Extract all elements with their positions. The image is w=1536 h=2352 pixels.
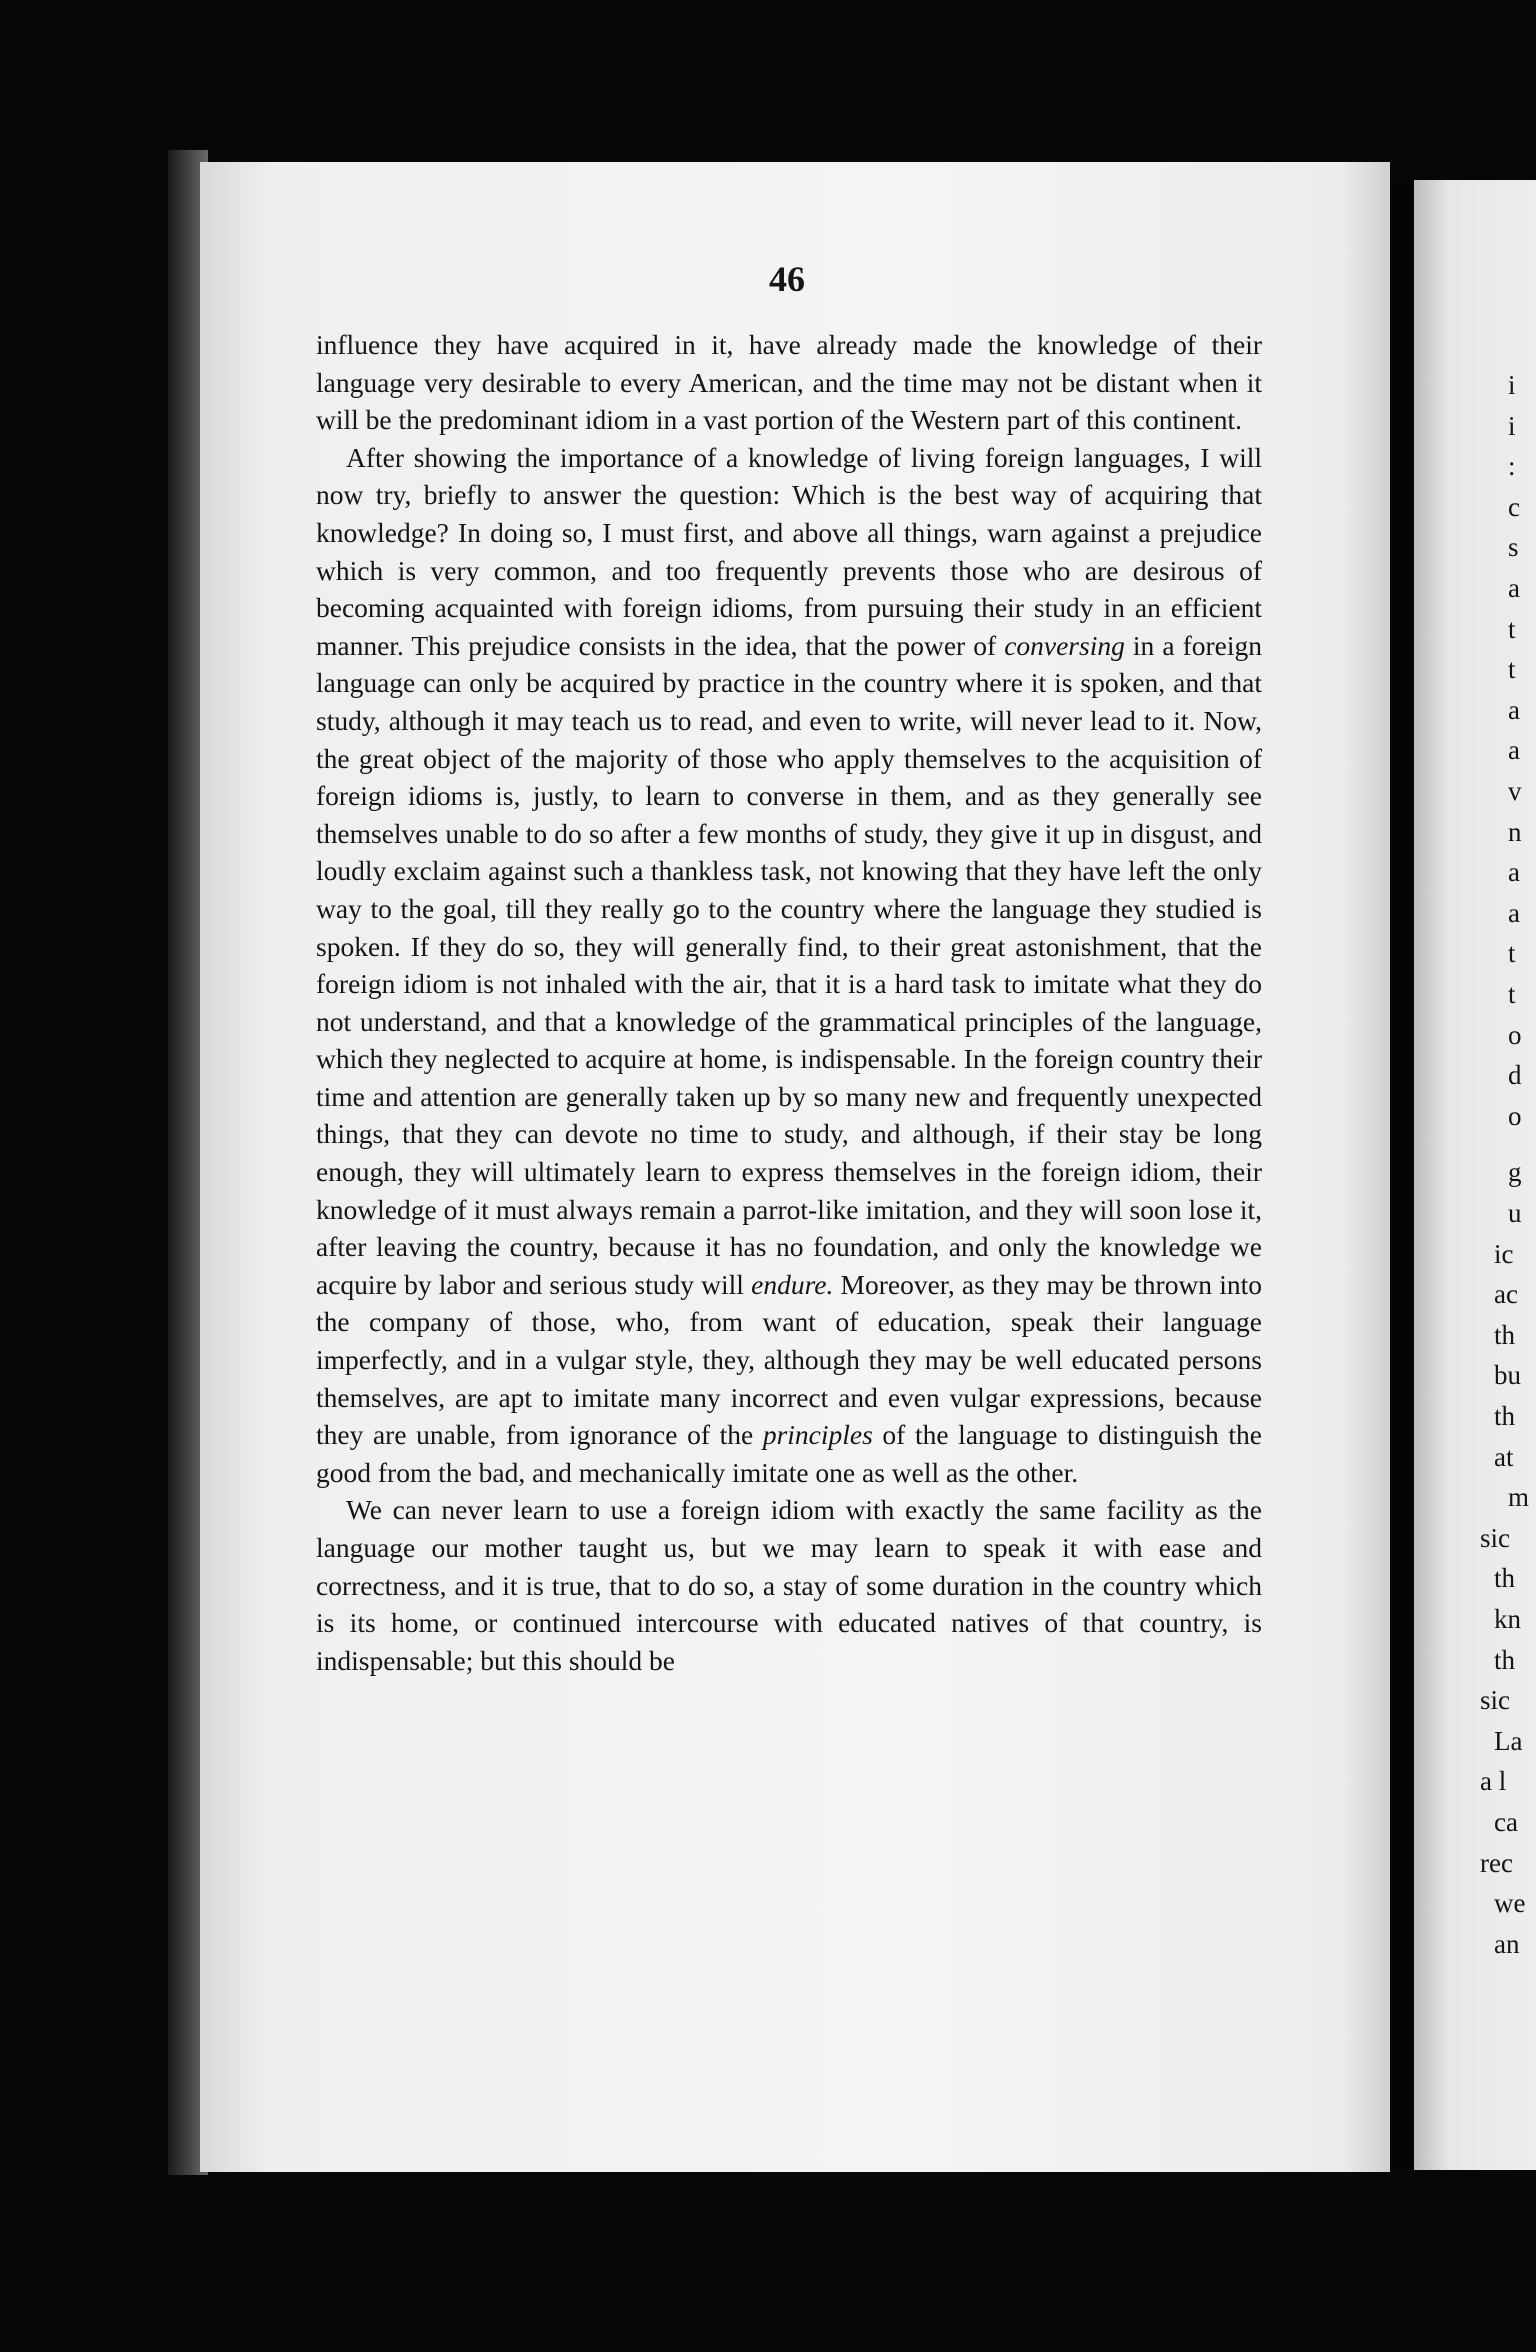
paragraph-2 [316, 439, 1262, 1492]
paragraph-2-text-b: in a foreign language can only be acquired by practice in the country where it is spoken, and that study, although it may teach us to read, and even to write, will never lead to it. Now, the great object of the majority of those who apply themselves to the acquisition of foreign idioms is, justly, to learn to converse in them, and as they generally see themselves unable to do so after a few months of study, they give it up in disgust, and loudly exclaim against such a thankless task, not knowing that they have left the only way to the goal, till they really go to the country where the language they studied is spoken. If they do so, they will generally find, to their great astonishment, that the foreign idiom is not inhaled with the air, that it is a hard task to imitate what they do not understand, and that a knowledge of the grammatical principles of the language, which they neglected to acquire at home, is indispensable. In the foreign country their time and attention are generally taken up by so many new and frequently unexpected things, that they can devote no time to study, and although, if their stay be long enough, they will ultimately learn to express themselves in the foreign idiom, their knowledge of it must always remain a parrot-like imitation, and they will soon lose it, after leaving the country, because it has no foundation, and only the knowledge we acquire by labor and serious study will [316, 629, 1262, 1300]
facing-page-fragment: a l [1480, 1766, 1507, 1797]
facing-page-fragment: n [1508, 816, 1522, 847]
facing-page-fragment: a [1508, 735, 1520, 766]
paragraph-2-text-d: of the language to distinguish the good from the bad, and mechanically imitate one as well as the other. [316, 1419, 1262, 1488]
facing-page-fragment: t [1508, 938, 1516, 969]
facing-page-fragment: g [1508, 1157, 1522, 1188]
facing-page-fragment: i [1508, 370, 1516, 400]
paragraph-2-text-c: Moreover, as they may be thrown into the company of those, who, from want of education, speak their language imperfectly, and in a vulgar style, they, although they may be well educated persons themselves, are apt to imitate many incorrect and even vulgar expressions, because they are unable, from ignorance of the [316, 1268, 1263, 1451]
facing-page-fragment: kn [1494, 1604, 1521, 1634]
page-number: 46 [769, 259, 805, 299]
facing-page-fragment: La [1494, 1725, 1523, 1756]
paragraph-1-text: influence they have acquired in it, have already made the knowledge of their language very desirable to every American, and the time may not be distant when it will be the predominant idiom in a vast portion of the Western part of this continent. [316, 329, 1262, 436]
facing-page-fragment: v [1508, 776, 1522, 806]
facing-page-fragment: th [1494, 1644, 1516, 1675]
facing-page-fragment: we [1494, 1888, 1526, 1919]
facing-page-fragment: th [1494, 1319, 1516, 1350]
book-gutter [1392, 180, 1416, 2170]
facing-page-fragment: ac [1494, 1279, 1518, 1310]
paragraph-1 [316, 326, 1262, 439]
facing-page-fragment: rec [1480, 1847, 1513, 1878]
facing-page-fragment: th [1494, 1401, 1516, 1431]
emphasis-principles: principles [762, 1419, 873, 1451]
facing-page-fragment: o [1508, 1100, 1522, 1131]
facing-page-fragment: sic [1480, 1685, 1510, 1716]
facing-page-fragment: i [1508, 410, 1516, 441]
facing-page-fragment: at [1494, 1441, 1514, 1472]
facing-page-fragment: th [1494, 1563, 1516, 1594]
facing-page-fragment: : [1508, 451, 1516, 482]
paragraph-3 [316, 1491, 1262, 1679]
facing-page-fragment: a [1508, 573, 1520, 603]
facing-page-fragment: a [1508, 897, 1520, 928]
facing-page-fragment: bu [1494, 1360, 1521, 1391]
facing-page-fragment: s [1508, 532, 1519, 563]
facing-page-fragment: ca [1494, 1807, 1518, 1837]
facing-page-fragment: u [1508, 1198, 1522, 1228]
facing-page-fragment: sic [1480, 1522, 1510, 1553]
facing-page-fragment: ic [1494, 1238, 1514, 1269]
facing-page-fragment: a [1508, 694, 1520, 725]
paragraph-3-text: We can never learn to use a foreign idiom with exactly the same facility as the language our mother taught us, but we may learn to speak it with ease and correctness, and it is true, that to do so, a stay of some duration in the country which is its home, or continued intercourse with educated natives of that country, is indispensable; but this should be [316, 1494, 1262, 1676]
facing-page-fragment: t [1508, 979, 1516, 1009]
facing-page-fragment: a [1508, 857, 1520, 888]
facing-page-fragment: m [1508, 1482, 1530, 1513]
emphasis-endure: endure. [751, 1268, 834, 1300]
facing-page-fragment: o [1508, 1019, 1522, 1050]
emphasis-conversing: conversing [1004, 629, 1125, 661]
page-body [316, 326, 1262, 1679]
facing-page-fragment: c [1508, 491, 1520, 522]
facing-page-fragment: t [1508, 613, 1516, 644]
facing-page-fragment: d [1508, 1060, 1522, 1091]
paragraph-2-text-a: After showing the importance of a knowledge of living foreign languages, I will now try, briefly to answer the question: Which is the best way of acquiring that knowledge? In doing so, I must first, and above all things, warn against a prejudice which is very common, and too frequently prevents those who are desirous of becoming acquainted with foreign idioms, from pursuing their study in an efficient manner. This prejudice consists in the idea, that the power of [316, 441, 1262, 661]
facing-page-fragment: an [1494, 1928, 1520, 1959]
facing-page-fragment: t [1508, 654, 1516, 685]
